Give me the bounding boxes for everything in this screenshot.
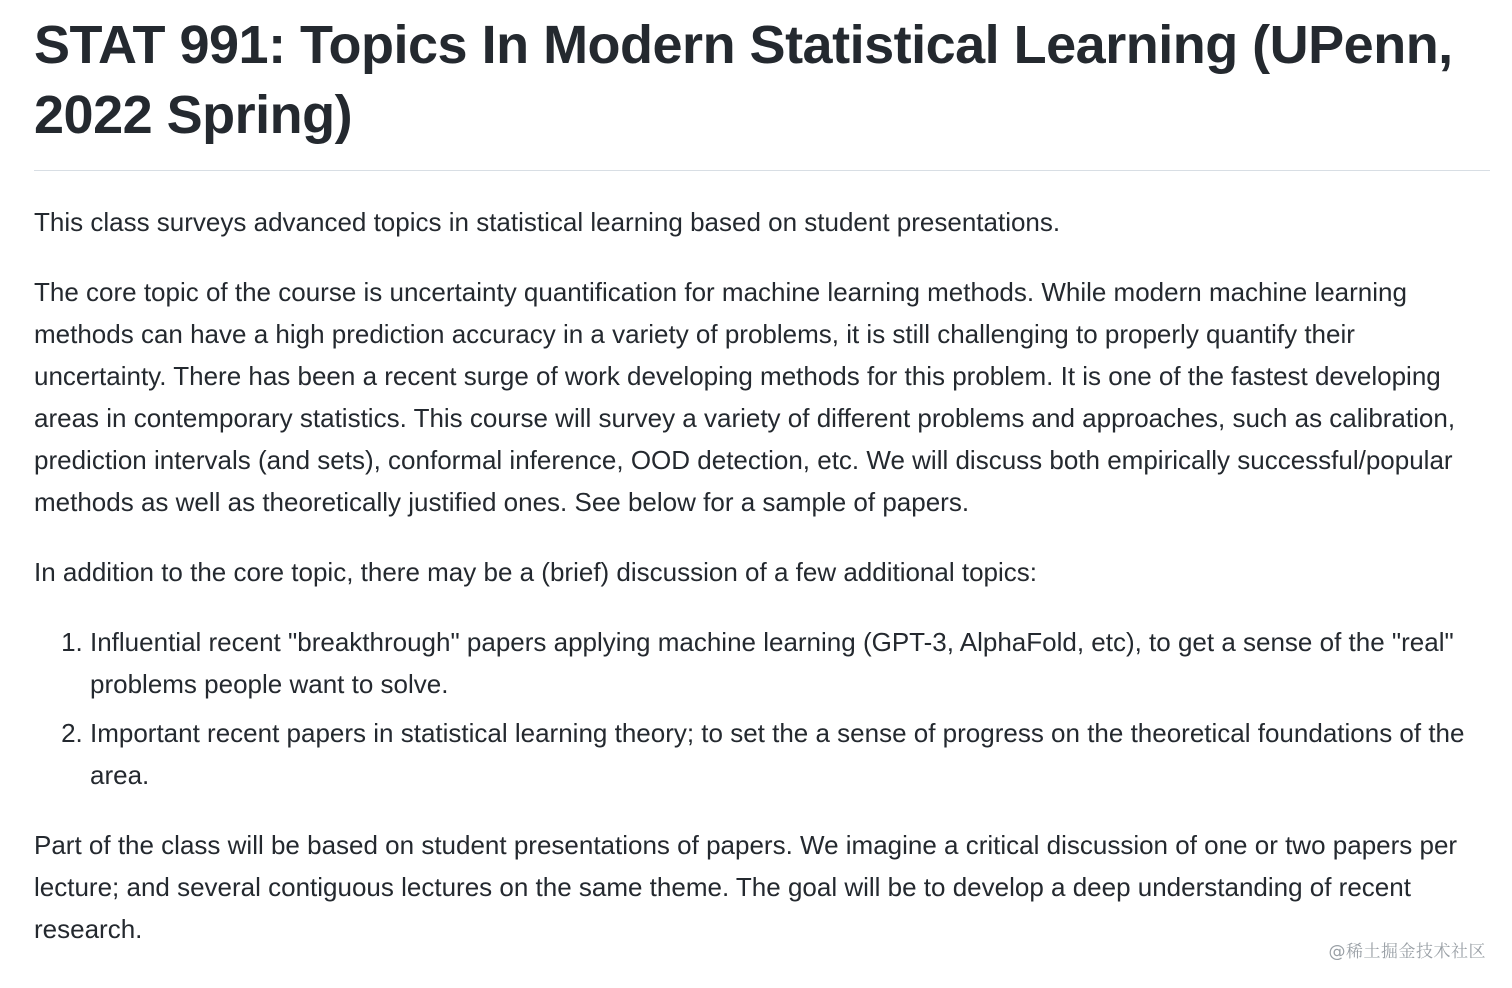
document-page — [34, 0, 1490, 950]
core-topic-paragraph: The core topic of the course is uncertainty quantification for machine learning methods. While modern machine learning methods can have a high prediction accuracy in a variety of problems, it is still challenging to properly quantify their uncertainty. There has been a recent surge of work developing methods for this problem. It is one of the fastest developing areas in contemporary statistics. This course will survey a variety of different problems and approaches, such as calibration, prediction intervals (and sets), conformal inference, OOD detection, etc. We will discuss both empirically successful/popular methods as well as theoretically justified ones. See below for a sample of papers. — [34, 277, 1456, 517]
list-item: 2. Important recent papers in statistical learning theory; to set the a sense of progress on the theoretical foundations of the area. — [90, 712, 1490, 796]
additional-topics-list — [34, 621, 1490, 796]
additional-topics-paragraph: In addition to the core topic, there may be a (brief) discussion of a few additional topics: — [34, 557, 1037, 587]
presentations-paragraph: Part of the class will be based on student presentations of papers. We imagine a critical discussion of one or two papers per lecture; and several contiguous lectures on the same theme. The goal will be to develop a deep understanding of recent research. — [34, 830, 1458, 944]
watermark-text: @稀土掘金技术社区 — [1328, 942, 1486, 962]
intro-paragraph: This class surveys advanced topics in statistical learning based on student presentations. — [34, 207, 1061, 237]
title-divider — [34, 170, 1490, 171]
list-item: 1. Influential recent "breakthrough" papers applying machine learning (GPT-3, AlphaFold, etc), to get a sense of the "real" problems people want to solve. — [90, 621, 1490, 705]
page-title: STAT 991: Topics In Modern Statistical Learning (UPenn, 2022 Spring) — [34, 15, 1453, 145]
